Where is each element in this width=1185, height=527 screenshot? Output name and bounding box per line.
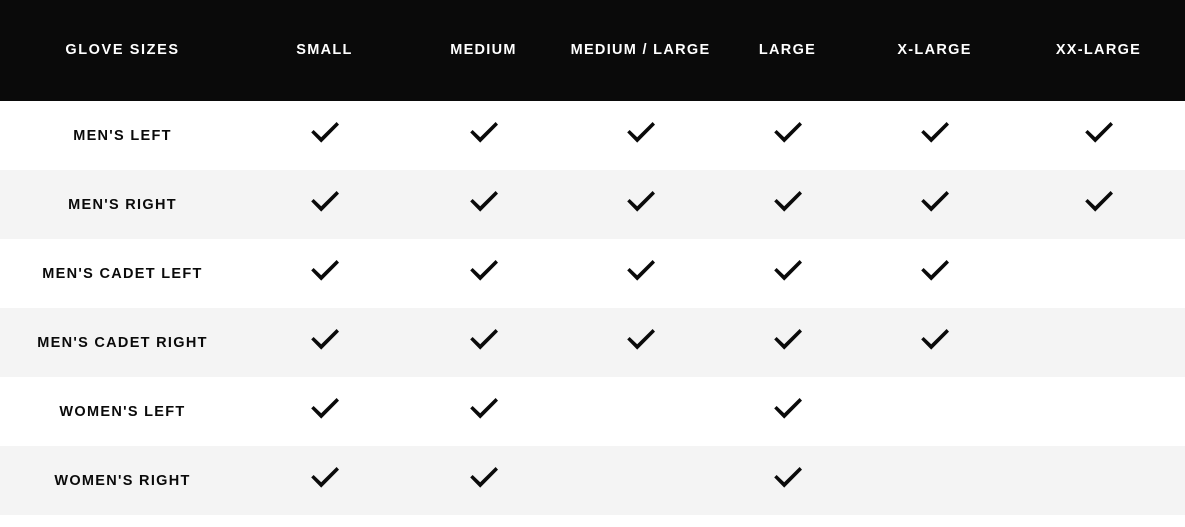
check-icon bbox=[624, 257, 658, 285]
availability-cell-checked bbox=[563, 308, 718, 377]
empty-marker bbox=[640, 484, 641, 485]
row-header-label: MEN'S CADET RIGHT bbox=[0, 308, 245, 377]
row-header-label: WOMEN'S RIGHT bbox=[0, 446, 245, 515]
availability-cell-checked bbox=[404, 239, 563, 308]
column-header-medium: MEDIUM bbox=[404, 0, 563, 101]
availability-cell-checked bbox=[718, 101, 857, 170]
check-icon bbox=[308, 257, 342, 285]
check-icon bbox=[467, 188, 501, 216]
column-header-xx-large: XX-LARGE bbox=[1012, 0, 1185, 101]
availability-cell-checked bbox=[404, 308, 563, 377]
table-body bbox=[0, 101, 1185, 515]
check-icon bbox=[467, 464, 501, 492]
check-icon bbox=[308, 464, 342, 492]
availability-cell-empty bbox=[857, 446, 1012, 515]
check-icon bbox=[467, 119, 501, 147]
column-header-x-large: X-LARGE bbox=[857, 0, 1012, 101]
availability-cell-checked bbox=[718, 239, 857, 308]
empty-marker bbox=[934, 415, 935, 416]
availability-cell-empty bbox=[857, 377, 1012, 446]
empty-marker bbox=[1098, 484, 1099, 485]
availability-cell-checked bbox=[563, 101, 718, 170]
check-icon bbox=[771, 464, 805, 492]
table-row bbox=[0, 101, 1185, 170]
availability-cell-checked bbox=[718, 170, 857, 239]
empty-marker bbox=[1098, 415, 1099, 416]
row-header-label: MEN'S LEFT bbox=[0, 101, 245, 170]
check-icon bbox=[467, 257, 501, 285]
availability-cell-empty bbox=[1012, 308, 1185, 377]
availability-cell-checked bbox=[718, 446, 857, 515]
availability-cell-checked bbox=[718, 377, 857, 446]
availability-cell-checked bbox=[404, 101, 563, 170]
availability-cell-checked bbox=[857, 308, 1012, 377]
availability-cell-empty bbox=[1012, 446, 1185, 515]
column-header-small: SMALL bbox=[245, 0, 404, 101]
check-icon bbox=[918, 257, 952, 285]
availability-cell-checked bbox=[245, 377, 404, 446]
table-row bbox=[0, 239, 1185, 308]
check-icon bbox=[771, 257, 805, 285]
check-icon bbox=[1082, 188, 1116, 216]
availability-cell-empty bbox=[1012, 377, 1185, 446]
check-icon bbox=[467, 395, 501, 423]
check-icon bbox=[624, 326, 658, 354]
table-header-row bbox=[0, 0, 1185, 101]
empty-marker bbox=[934, 484, 935, 485]
check-icon bbox=[624, 119, 658, 147]
availability-cell-checked bbox=[245, 170, 404, 239]
availability-cell-checked bbox=[857, 170, 1012, 239]
availability-cell-checked bbox=[857, 101, 1012, 170]
availability-cell-checked bbox=[404, 377, 563, 446]
availability-cell-empty bbox=[1012, 239, 1185, 308]
column-header-medium-large: MEDIUM / LARGE bbox=[563, 0, 718, 101]
table-header bbox=[0, 0, 1185, 101]
availability-cell-checked bbox=[245, 446, 404, 515]
table-row bbox=[0, 170, 1185, 239]
check-icon bbox=[308, 326, 342, 354]
check-icon bbox=[918, 188, 952, 216]
availability-cell-empty bbox=[563, 446, 718, 515]
column-header-large: LARGE bbox=[718, 0, 857, 101]
table-row bbox=[0, 308, 1185, 377]
empty-marker bbox=[1098, 346, 1099, 347]
availability-cell-checked bbox=[245, 239, 404, 308]
check-icon bbox=[308, 119, 342, 147]
availability-cell-checked bbox=[1012, 170, 1185, 239]
row-header-label: WOMEN'S LEFT bbox=[0, 377, 245, 446]
check-icon bbox=[918, 119, 952, 147]
table-row bbox=[0, 377, 1185, 446]
empty-marker bbox=[640, 415, 641, 416]
check-icon bbox=[771, 188, 805, 216]
availability-cell-checked bbox=[857, 239, 1012, 308]
availability-cell-checked bbox=[718, 308, 857, 377]
availability-cell-checked bbox=[245, 101, 404, 170]
availability-cell-checked bbox=[404, 446, 563, 515]
check-icon bbox=[624, 188, 658, 216]
empty-marker bbox=[1098, 277, 1099, 278]
availability-cell-checked bbox=[563, 239, 718, 308]
check-icon bbox=[308, 188, 342, 216]
check-icon bbox=[918, 326, 952, 354]
check-icon bbox=[771, 326, 805, 354]
check-icon bbox=[771, 395, 805, 423]
check-icon bbox=[467, 326, 501, 354]
availability-cell-empty bbox=[563, 377, 718, 446]
check-icon bbox=[771, 119, 805, 147]
check-icon bbox=[308, 395, 342, 423]
availability-cell-checked bbox=[404, 170, 563, 239]
availability-cell-checked bbox=[245, 308, 404, 377]
availability-cell-checked bbox=[1012, 101, 1185, 170]
availability-cell-checked bbox=[563, 170, 718, 239]
table-row bbox=[0, 446, 1185, 515]
row-header-label: MEN'S RIGHT bbox=[0, 170, 245, 239]
row-header-label: MEN'S CADET LEFT bbox=[0, 239, 245, 308]
column-header-glove-sizes: GLOVE SIZES bbox=[0, 0, 245, 101]
check-icon bbox=[1082, 119, 1116, 147]
